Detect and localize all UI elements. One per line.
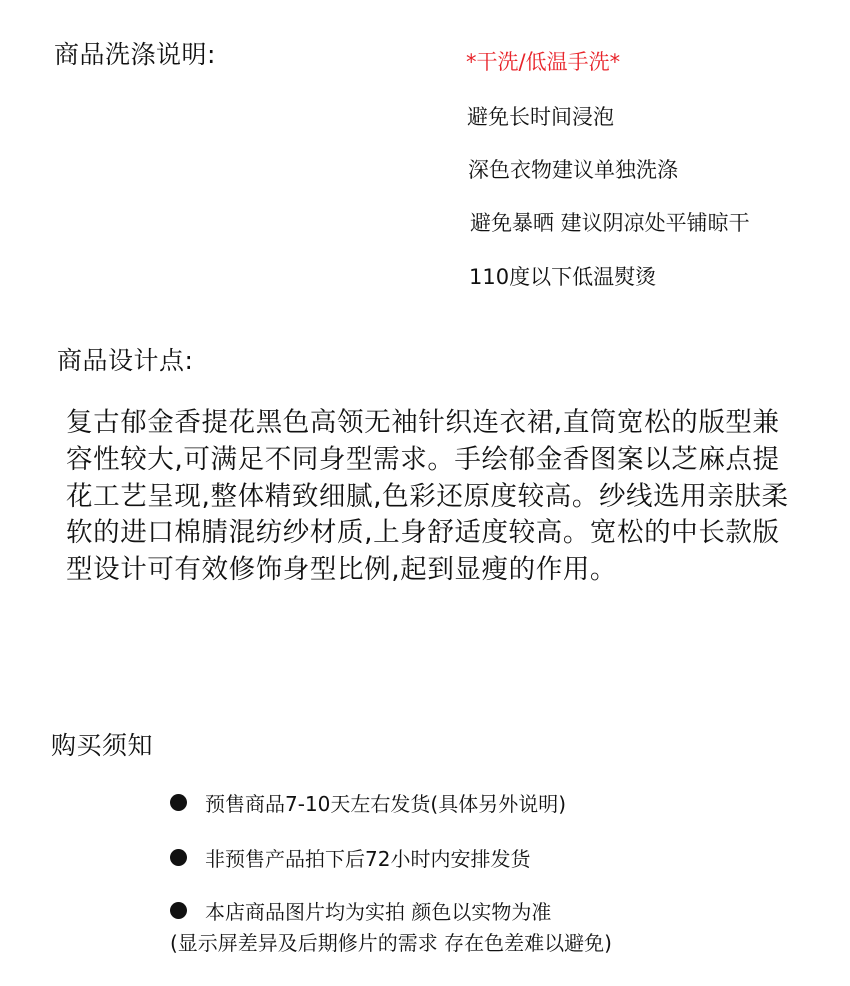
care-highlight: *干洗/低温手洗* xyxy=(466,50,621,74)
notice-item-text: 本店商品图片均为实拍 颜色以实物为准 xyxy=(205,900,552,924)
notice-item xyxy=(170,896,551,925)
design-heading: 商品设计点: xyxy=(57,346,194,375)
notice-item xyxy=(170,843,530,872)
care-item: 避免暴晒 建议阴凉处平铺晾干 xyxy=(470,211,750,235)
bullet-icon xyxy=(170,849,187,866)
notice-heading: 购买须知 xyxy=(51,731,154,760)
notice-note: (显示屏差异及后期修片的需求 存在色差难以避免) xyxy=(170,931,612,955)
design-description: 复古郁金香提花黑色高领无袖针织连衣裙,直筒宽松的版型兼容性较大,可满足不同身型需求。手绘郁金香图案以芝麻点提花工艺呈现,整体精致细腻,色彩还原度较高。纱线选用亲肤柔软的进口棉腈混纺纱材质,上身舒适度较高。宽松的中长款版型设计可有效修饰身型比例,起到显瘦的作用。 xyxy=(66,407,789,586)
notice-item-text: 预售商品7-10天左右发货(具体另外说明) xyxy=(205,792,566,816)
care-heading: 商品洗涤说明: xyxy=(54,40,216,69)
notice-item xyxy=(170,788,566,817)
care-item: 深色衣物建议单独洗涤 xyxy=(468,158,678,182)
bullet-icon xyxy=(170,794,187,811)
notice-item-text: 非预售产品拍下后72小时内安排发货 xyxy=(205,847,531,871)
bullet-icon xyxy=(170,902,187,919)
care-item: 避免长时间浸泡 xyxy=(467,105,614,129)
care-item: 110度以下低温熨烫 xyxy=(469,265,657,289)
